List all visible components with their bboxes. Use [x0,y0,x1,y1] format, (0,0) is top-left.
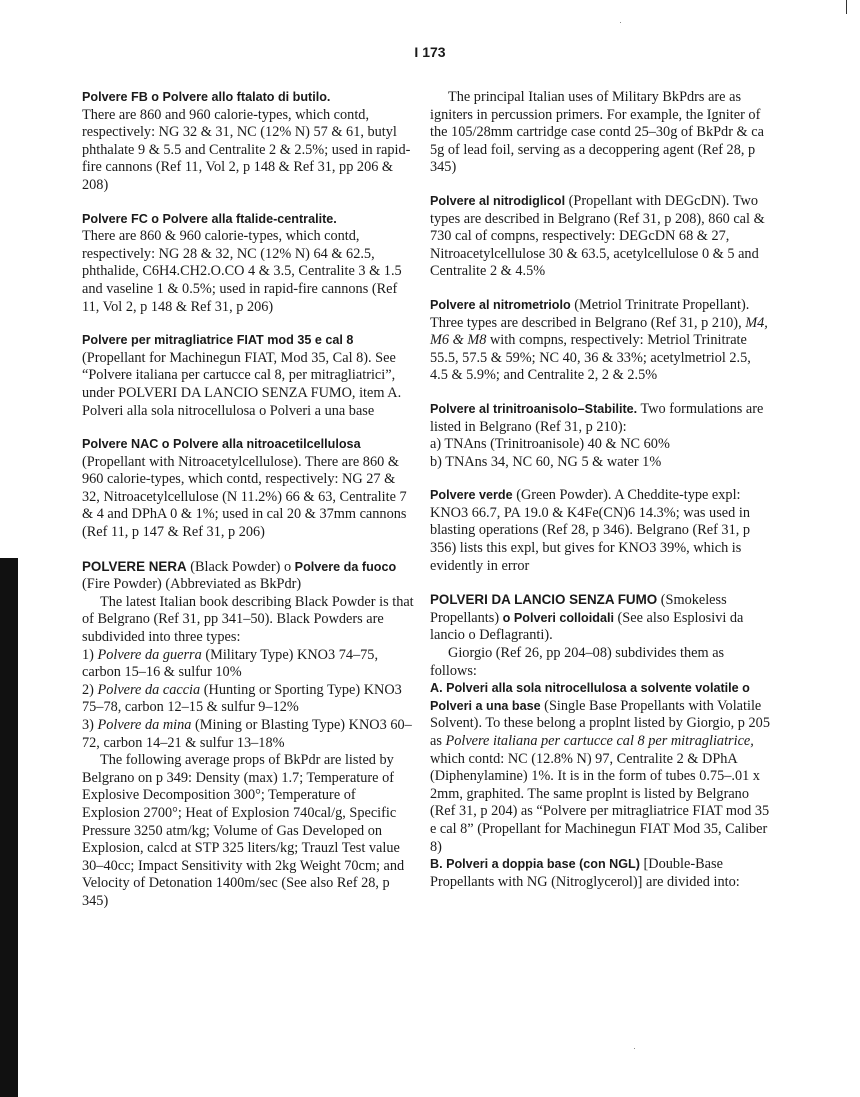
list-item [82,647,414,682]
list-number: 1) [82,646,98,663]
entry-body: with compns, respectively: Metriol Trinitrate 55.5, 57.5 & 59%; NC 40, 36 & 33%; acetylmetriol 2.5, 4.5 & 5.9%; and Centralite 2, 2 & 2.5% [430,332,751,384]
heading-text: (Black Powder) o [186,558,295,575]
entry-heading: Polvere FB o Polvere allo ftalato di butilo. [82,90,331,104]
entry-body: (Propellant with DEGcDN). Two types are described in Belgrano (Ref 31, p 208), 860 cal & 730 cal of compns, respectively: DEGcDN 68 & 27, Nitroacetylcellulose 30 & 63.5, acetylcellulose 0 & 5 and Centralite 2 & 4.5% [430,192,765,280]
entry-polvere-nitrometriolo [430,297,772,385]
subsection-a [430,680,772,856]
paragraph: The latest Italian book describing Black Powder is that of Belgrano (Ref 31, pp 341–50). Black Powders are subdivided into three types: [82,593,414,646]
heading-text: (See also Esplosivi da lancio o Deflagranti). [430,609,744,644]
list-item [82,682,414,717]
entry-body: There are 860 and 960 calorie-types, which contd, respectively: NG 32 & 31, NC (12% N) 57 & 61, butyl phthalate 9 & 5.5 and Centralite 2 & 2.5%; used in rapid-fire cannons (Ref 11, Vol 2, p 148 & Ref 31, pp 206 & 208) [82,106,411,193]
entry-heading-line [82,558,414,594]
subsection-body: which contd: NC (12.8% N) 97, Centralite 2 & DPhA (Diphenylamine) 1%. It is in the form of tubes 0.75–.01 x 2mm, graphited. The same proplnt is listed by Belgrano (Ref 31, p 204) as “Polvere per mitragliatrice FIAT mod 35 e cal 8” (Propellant for Machinegun FIAT Mod 35, Caliber 8) [430,750,770,855]
entry-polvere-nitrodiglicol [430,193,772,281]
heading-text: (Smokeless Propellants) [430,592,727,626]
subsection-heading: B. Polveri a doppia base (con NGL) [430,857,640,872]
list-item [82,717,414,752]
entry-heading-alt: o Polveri colloidali [502,610,614,625]
list-number: 3) [82,717,98,733]
list-item: b) TNAns 34, NC 60, NG 5 & water 1% [430,453,662,470]
entry-heading: POLVERE NERA [82,558,187,574]
entry-polveri-senza-fumo [430,591,772,891]
entry-heading: Polvere per mitragliatrice FIAT mod 35 e cal 8 [82,333,354,348]
italic-term: Polvere da mina [97,717,192,733]
entry-heading: Polvere al nitrodiglicol [430,193,566,208]
paragraph-bkpdr-uses: The principal Italian uses of Military BkPdrs are as igniters in percussion primers. For example, the Igniter of the 105/28mm cartridge case contd 25–30g of BkPdr & ca 5g of lead foil, serving as a decoppering agent (Ref 28, p 345) [430,89,764,176]
scan-edge-mark [846,0,847,14]
page-number: I 173 [414,44,446,60]
entry-heading: Polvere al nitrometriolo [430,297,571,312]
entry-body: Two formulations are listed in Belgrano (Ref 31, p 210): [430,400,764,435]
entry-body: (Propellant with Nitroacetylcellulose). There are 860 & 960 calorie-types, which contd, respectively: NG 27 & 32, Nitroacetylcellulose (N 11.2%) 66 & 63, Centralite 7 & 4 and DPhA 0 & 1%; used in cal 20 & 37mm cannons (Ref 11, p 147 & Ref 31, p 206) [82,453,407,541]
entry-heading-line [430,591,772,645]
scan-margin-bar [0,558,18,1097]
entry-polvere-nera [82,558,414,911]
left-column [82,89,414,927]
entry-heading: Polvere NAC o Polvere alla nitroacetilcellulosa [82,437,361,452]
entry-polvere-trinitroanisolo [430,401,772,471]
entry-polvere-fc [82,211,414,317]
entry-heading-alt: Polvere da fuoco [294,559,397,574]
entry-heading: Polvere al trinitroanisolo–Stabilite. [430,401,638,416]
entry-body: There are 860 & 960 calorie-types, which contd, respectively: NG 28 & 32, NC (12% N) 64 & 62.5, phthalide, C6H4.CH2.O.CO 4 & 3.5, Centralite 3 & 1.5 and vaseline 1 & 0.5%; used in rapid-fire cannons (Ref 11, Vol 2, p 148 & Ref 31, p 206) [82,228,402,315]
paragraph: Giorgio (Ref 26, pp 204–08) subdivides them as follows: [430,645,725,679]
entry-heading: Polvere verde [430,488,513,503]
list-number: 2) [82,681,98,698]
italic-term: Polvere da caccia [97,681,201,698]
entry-polvere-verde [430,487,772,575]
italic-term: Polvere italiana per cartucce cal 8 per mitragliatrice, [445,733,754,749]
entry-polvere-fiat [82,332,414,420]
right-column [430,89,772,907]
entry-body: (Green Powder). A Cheddite-type expl: KNO3 66.7, PA 19.0 & K4Fe(CN)6 14.3%; was used in blasting operations (Ref 28, p 346). Belgrano (Ref 31, p 356) lists this expl, but gives for KNO3 39%, which is evidently in error [430,487,751,574]
list-text: (Mining or Blasting Type) KNO3 60–72, carbon 14–21 & sulfur 13–18% [82,717,412,751]
entry-heading: POLVERI DA LANCIO SENZA FUMO [430,592,658,608]
entry-body: (Propellant for Machinegun FIAT, Mod 35, Cal 8). See “Polvere italiana per cartucce cal 8, per mitragliatrici”, under POLVERI DA LANCIO SENZA FUMO, item A. Polveri alla sola nitrocellulosa o Polveri a una base [82,349,402,419]
subsection-body: (Single Base Propellants with Volatile Solvent). To these belong a proplnt listed by Giorgio, p 205 as [430,697,770,749]
scan-speck [634,1048,635,1049]
paragraph: The following average props of BkPdr are listed by Belgrano on p 349: Density (max) 1.7; Temperature of Explosive Decomposition 300°; Temperature of Explosion 2700°; Heat of Explosion 740cal/g, Specific Pressure 3250 atm/kg; Volume of Gas Developed on Explosion, calcd at STP 325 liters/kg; Trauzl Test value 30–40cc; Impact Sensitivity with 2kg Weight 70cm; and Velocity of Detonation 1400m/sec (See also Ref 28, p 345) [82,752,405,909]
entry-heading: Polvere FC o Polvere alla ftalide-centralite. [82,211,337,226]
heading-text: (Fire Powder) (Abbreviated as BkPdr) [82,576,302,593]
scan-speck [620,22,621,23]
subsection-body: [Double-Base Propellants with NG (Nitroglycerol)] are divided into: [430,856,740,890]
list-item: a) TNAns (Trinitroanisole) 40 & NC 60% [430,436,670,453]
italic-term: M4, M6 & M8 [430,314,768,349]
list-text: (Military Type) KNO3 74–75, carbon 15–16 & sulfur 10% [82,646,379,681]
subsection-b [430,856,772,891]
entry-polvere-nac [82,436,414,542]
entry-polvere-fb [82,89,414,195]
subsection-heading: A. Polveri alla sola nitrocellulosa a solvente volatile o Polveri a una base [430,681,750,713]
italic-term: Polvere da guerra [97,646,202,663]
entry-body: (Metriol Trinitrate Propellant). Three types are described in Belgrano (Ref 31, p 210), [430,296,750,331]
list-text: (Hunting or Sporting Type) KNO3 75–78, carbon 12–15 & sulfur 9–12% [82,681,402,716]
